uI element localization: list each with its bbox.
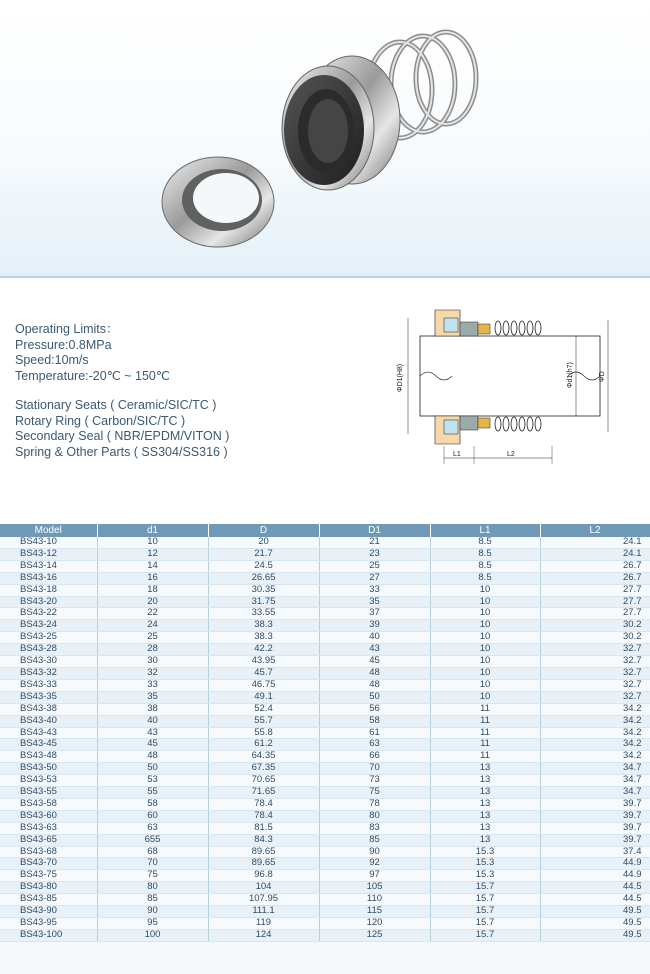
table-cell: 24 (97, 620, 208, 632)
table-cell: BS43-90 (0, 906, 97, 918)
table-cell: 119 (208, 918, 319, 930)
table-cell: 104 (208, 882, 319, 894)
table-cell: 56 (319, 703, 430, 715)
table-cell: 20 (97, 596, 208, 608)
table-cell: 63 (319, 739, 430, 751)
table-cell: 11 (430, 751, 540, 763)
spring-parts-material: Spring & Other Parts ( SS304/SS316 ) (15, 444, 228, 459)
table-cell: 13 (430, 787, 540, 799)
table-row (0, 906, 650, 918)
table-cell: 100 (97, 929, 208, 941)
table-cell: 16 (97, 572, 208, 584)
table-cell: 27.7 (540, 608, 650, 620)
table-cell: 49.5 (540, 929, 650, 941)
table-cell: 40 (97, 715, 208, 727)
table-cell: BS43-65 (0, 834, 97, 846)
table-cell: 48 (319, 667, 430, 679)
temperature-spec: Temperature:-20℃ ~ 150℃ (15, 368, 170, 383)
table-cell: 13 (430, 822, 540, 834)
table-cell: BS43-16 (0, 572, 97, 584)
table-cell: 48 (97, 751, 208, 763)
table-cell: 55.7 (208, 715, 319, 727)
table-cell: 95 (97, 918, 208, 930)
table-cell: 13 (430, 810, 540, 822)
table-row (0, 620, 650, 632)
table-cell: 8.5 (430, 572, 540, 584)
table-cell: 15.7 (430, 894, 540, 906)
table-cell: 70 (319, 763, 430, 775)
dimension-table (0, 524, 650, 942)
table-cell: 655 (97, 834, 208, 846)
table-cell: 10 (430, 691, 540, 703)
table-cell: BS43-95 (0, 918, 97, 930)
table-cell: 107.95 (208, 894, 319, 906)
table-row (0, 667, 650, 679)
table-cell: 50 (319, 691, 430, 703)
table-cell: 81.5 (208, 822, 319, 834)
table-cell: 24.1 (540, 548, 650, 560)
table-cell: BS43-22 (0, 608, 97, 620)
table-cell: 34.2 (540, 703, 650, 715)
table-cell: BS43-43 (0, 727, 97, 739)
table-cell: 78 (319, 798, 430, 810)
table-cell: 85 (97, 894, 208, 906)
table-cell: 44.5 (540, 894, 650, 906)
table-cell: 27.7 (540, 584, 650, 596)
table-row (0, 882, 650, 894)
table-cell: BS43-10 (0, 537, 97, 548)
table-cell: 35 (97, 691, 208, 703)
table-cell: 15.7 (430, 882, 540, 894)
table-cell: 89.65 (208, 846, 319, 858)
table-cell: 63 (97, 822, 208, 834)
table-row (0, 703, 650, 715)
table-cell: 30.2 (540, 620, 650, 632)
table-cell: 15.7 (430, 906, 540, 918)
table-cell: 37.4 (540, 846, 650, 858)
table-cell: 75 (97, 870, 208, 882)
table-header-row (0, 524, 650, 537)
table-cell: 46.75 (208, 679, 319, 691)
table-row (0, 596, 650, 608)
table-cell: 45 (97, 739, 208, 751)
table-cell: 43 (97, 727, 208, 739)
cross-section-diagram (380, 296, 620, 476)
table-cell: 39.7 (540, 798, 650, 810)
table-cell: BS43-32 (0, 667, 97, 679)
table-cell: 49.1 (208, 691, 319, 703)
table-cell: 90 (319, 846, 430, 858)
table-cell: 10 (430, 632, 540, 644)
table-cell: 10 (430, 667, 540, 679)
dim-label-l2: L2 (507, 451, 515, 458)
table-cell: 44.5 (540, 882, 650, 894)
table-cell: BS43-40 (0, 715, 97, 727)
table-row (0, 894, 650, 906)
table-cell: 32 (97, 667, 208, 679)
table-cell: BS43-30 (0, 656, 97, 668)
table-cell: 8.5 (430, 548, 540, 560)
column-header: D1 (319, 524, 430, 537)
table-cell: 73 (319, 775, 430, 787)
table-cell: 78.4 (208, 798, 319, 810)
table-cell: 25 (97, 632, 208, 644)
table-row (0, 763, 650, 775)
table-row (0, 548, 650, 560)
table-cell: BS43-55 (0, 787, 97, 799)
table-cell: 30.35 (208, 584, 319, 596)
table-cell: 55 (97, 787, 208, 799)
table-cell: 15.7 (430, 918, 540, 930)
table-cell: BS43-100 (0, 929, 97, 941)
divider (0, 276, 650, 278)
table-cell: BS43-50 (0, 763, 97, 775)
table-cell: 40 (319, 632, 430, 644)
table-row (0, 929, 650, 941)
table-cell: 96.8 (208, 870, 319, 882)
table-cell: 34.7 (540, 763, 650, 775)
speed-spec: Speed:10m/s (15, 353, 89, 367)
table-cell: 27.7 (540, 596, 650, 608)
table-cell: 111.1 (208, 906, 319, 918)
table-cell: 10 (430, 656, 540, 668)
table-cell: BS43-20 (0, 596, 97, 608)
table-cell: 26.7 (540, 572, 650, 584)
table-cell: 80 (319, 810, 430, 822)
table-cell: 60 (97, 810, 208, 822)
table-cell: 49.5 (540, 906, 650, 918)
table-cell: 10 (97, 537, 208, 548)
table-row (0, 751, 650, 763)
table-cell: 37 (319, 608, 430, 620)
table-row (0, 727, 650, 739)
table-cell: 61.2 (208, 739, 319, 751)
table-cell: 45 (319, 656, 430, 668)
table-cell: 53 (97, 775, 208, 787)
table-cell: 124 (208, 929, 319, 941)
table-cell: BS43-60 (0, 810, 97, 822)
pressure-spec: Pressure:0.8MPa (15, 337, 112, 352)
table-cell: 43.95 (208, 656, 319, 668)
table-cell: 13 (430, 834, 540, 846)
table-cell: BS43-18 (0, 584, 97, 596)
table-cell: 34.2 (540, 751, 650, 763)
table-cell: 15.3 (430, 858, 540, 870)
table-row (0, 858, 650, 870)
table-cell: 27 (319, 572, 430, 584)
table-cell: BS43-58 (0, 798, 97, 810)
table-cell: 38.3 (208, 620, 319, 632)
table-cell: BS43-63 (0, 822, 97, 834)
table-cell: 83 (319, 822, 430, 834)
table-cell: 39 (319, 620, 430, 632)
table-row (0, 739, 650, 751)
specifications-text (15, 322, 229, 460)
table-cell: 34.7 (540, 787, 650, 799)
table-cell: 105 (319, 882, 430, 894)
table-cell: 75 (319, 787, 430, 799)
table-cell: BS43-38 (0, 703, 97, 715)
product-photo (0, 0, 650, 276)
table-cell: 30 (97, 656, 208, 668)
table-cell: 38 (97, 703, 208, 715)
table-cell: BS43-53 (0, 775, 97, 787)
table-cell: 20 (208, 537, 319, 548)
table-row (0, 656, 650, 668)
table-cell: 45.7 (208, 667, 319, 679)
table-cell: 39.7 (540, 810, 650, 822)
table-row (0, 584, 650, 596)
column-header: D (208, 524, 319, 537)
table-cell: 120 (319, 918, 430, 930)
table-cell: BS43-33 (0, 679, 97, 691)
table-cell: 21.7 (208, 548, 319, 560)
table-cell: 30.2 (540, 632, 650, 644)
table-cell: 35 (319, 596, 430, 608)
table-cell: 12 (97, 548, 208, 560)
table-cell: 64.35 (208, 751, 319, 763)
table-cell: 24.1 (540, 537, 650, 548)
table-cell: BS43-80 (0, 882, 97, 894)
table-row (0, 787, 650, 799)
column-header: d1 (97, 524, 208, 537)
table-cell: 78.4 (208, 810, 319, 822)
table-cell: 21 (319, 537, 430, 548)
table-cell: BS43-48 (0, 751, 97, 763)
table-cell: 10 (430, 679, 540, 691)
table-cell: 31.75 (208, 596, 319, 608)
table-cell: 42.2 (208, 644, 319, 656)
table-cell: BS43-14 (0, 560, 97, 572)
table-row (0, 822, 650, 834)
table-cell: 55.8 (208, 727, 319, 739)
table-cell: 34.7 (540, 775, 650, 787)
table-cell: 85 (319, 834, 430, 846)
table-cell: 11 (430, 715, 540, 727)
table-cell: BS43-35 (0, 691, 97, 703)
column-header: L2 (540, 524, 650, 537)
table-cell: 33 (97, 679, 208, 691)
table-row (0, 572, 650, 584)
table-cell: BS43-25 (0, 632, 97, 644)
table-cell: 68 (97, 846, 208, 858)
table-cell: 15.7 (430, 929, 540, 941)
table-cell: 10 (430, 644, 540, 656)
dim-label-d: ΦD (599, 371, 606, 382)
table-cell: BS43-70 (0, 858, 97, 870)
table-cell: 67.35 (208, 763, 319, 775)
table-cell: 10 (430, 584, 540, 596)
table-cell: 89.65 (208, 858, 319, 870)
table-cell: 13 (430, 798, 540, 810)
table-cell: 80 (97, 882, 208, 894)
rotary-ring-material: Rotary Ring ( Carbon/SIC/TC ) (15, 413, 186, 428)
table-cell: 15.3 (430, 870, 540, 882)
table-cell: 90 (97, 906, 208, 918)
table-cell: 8.5 (430, 537, 540, 548)
table-row (0, 632, 650, 644)
table-cell: BS43-85 (0, 894, 97, 906)
table-cell: 33 (319, 584, 430, 596)
table-cell: 70 (97, 858, 208, 870)
table-row (0, 537, 650, 548)
table-cell: BS43-24 (0, 620, 97, 632)
table-cell: 39.7 (540, 834, 650, 846)
table-cell: 58 (319, 715, 430, 727)
table-cell: 49.5 (540, 918, 650, 930)
table-row (0, 798, 650, 810)
table-cell: BS43-45 (0, 739, 97, 751)
table-cell: 33.55 (208, 608, 319, 620)
table-cell: 24.5 (208, 560, 319, 572)
table-cell: 34.2 (540, 727, 650, 739)
table-cell: 10 (430, 596, 540, 608)
table-cell: 13 (430, 775, 540, 787)
table-cell: 44.9 (540, 870, 650, 882)
column-header: Model (0, 524, 97, 537)
table-row (0, 775, 650, 787)
table-cell: 23 (319, 548, 430, 560)
table-row (0, 846, 650, 858)
table-cell: 11 (430, 727, 540, 739)
table-cell: 18 (97, 584, 208, 596)
table-cell: 43 (319, 644, 430, 656)
table-cell: 61 (319, 727, 430, 739)
table-cell: 115 (319, 906, 430, 918)
table-cell: 11 (430, 703, 540, 715)
table-cell: 66 (319, 751, 430, 763)
table-cell: 11 (430, 739, 540, 751)
table-cell: 32.7 (540, 679, 650, 691)
table-cell: 34.2 (540, 715, 650, 727)
table-row (0, 644, 650, 656)
table-cell: 26.7 (540, 560, 650, 572)
table-cell: 8.5 (430, 560, 540, 572)
secondary-seal-material: Secondary Seal ( NBR/EPDM/VITON ) (15, 429, 230, 443)
table-cell: 32.7 (540, 644, 650, 656)
table-row (0, 679, 650, 691)
table-cell: 10 (430, 608, 540, 620)
table-cell: 50 (97, 763, 208, 775)
dim-label-d1h7: Φd1(h7) (567, 362, 574, 388)
table-cell: 92 (319, 858, 430, 870)
table-row (0, 810, 650, 822)
table-cell: 44.9 (540, 858, 650, 870)
table-cell: 84.3 (208, 834, 319, 846)
dim-label-l1: L1 (453, 451, 461, 458)
stationary-seat-ring (162, 157, 274, 247)
table-cell: 15.3 (430, 846, 540, 858)
table-cell: BS43-68 (0, 846, 97, 858)
operating-limits-heading: Operating Limits： (15, 322, 119, 336)
column-header: L1 (430, 524, 540, 537)
table-cell: 28 (97, 644, 208, 656)
rotary-seal-head (282, 56, 400, 190)
table-cell: 110 (319, 894, 430, 906)
table-row (0, 691, 650, 703)
table-cell: 25 (319, 560, 430, 572)
table-row (0, 870, 650, 882)
table-cell: 39.7 (540, 822, 650, 834)
table-row (0, 834, 650, 846)
table-cell: 13 (430, 763, 540, 775)
table-cell: 34.2 (540, 739, 650, 751)
stationary-seats-material: Stationary Seats ( Ceramic/SIC/TC ) (15, 398, 217, 412)
table-cell: 97 (319, 870, 430, 882)
table-cell: 32.7 (540, 656, 650, 668)
table-cell: 125 (319, 929, 430, 941)
table-cell: 32.7 (540, 667, 650, 679)
table-cell: 48 (319, 679, 430, 691)
table-cell: 71.65 (208, 787, 319, 799)
table-cell: 14 (97, 560, 208, 572)
table-row (0, 918, 650, 930)
table-row (0, 715, 650, 727)
table-cell: 52.4 (208, 703, 319, 715)
table-row (0, 560, 650, 572)
table-cell: 70.65 (208, 775, 319, 787)
table-cell: 38.3 (208, 632, 319, 644)
table-cell: 58 (97, 798, 208, 810)
table-cell: 22 (97, 608, 208, 620)
table-cell: BS43-75 (0, 870, 97, 882)
product-photo-area (0, 0, 650, 276)
table-cell: 10 (430, 620, 540, 632)
table-cell: 32.7 (540, 691, 650, 703)
table-cell: BS43-28 (0, 644, 97, 656)
table-cell: BS43-12 (0, 548, 97, 560)
dim-label-d1h8: ΦD1(H8) (397, 363, 404, 392)
table-row (0, 608, 650, 620)
table-cell: 26.65 (208, 572, 319, 584)
